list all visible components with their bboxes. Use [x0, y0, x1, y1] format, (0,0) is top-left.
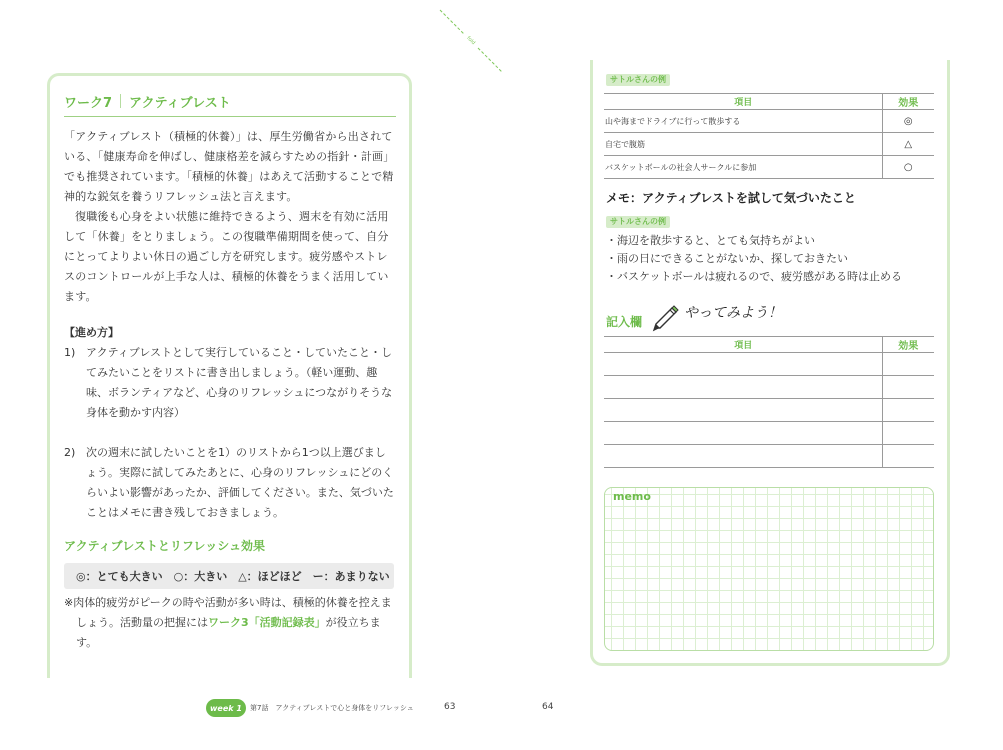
memo-title: メモ：アクティブレストを試して気づいたこと — [606, 191, 856, 205]
try-it-label: やってみよう！ — [684, 305, 782, 321]
work-name: アクティブレスト — [129, 95, 231, 111]
memo-line: ・雨の日にできることがないか、探しておきたい — [606, 252, 848, 265]
entry-cell-effect[interactable] — [882, 353, 934, 376]
step-2 — [64, 443, 394, 523]
entry-row[interactable] — [604, 399, 934, 422]
memo-line: ・海辺を散歩すると、とても気持ちがよい — [606, 234, 815, 247]
title-rule — [64, 116, 396, 117]
step-1 — [64, 343, 394, 423]
chapter-title: 第7話 アクティブレストで心と身体をリフレッシュ — [250, 704, 414, 712]
table-cell-item: 自宅で腹筋 — [604, 133, 882, 156]
note-text-pre: ※肉体的疲労がピークの時や活動が多い時は、積極的休養を控えましょう。活動量の把握には — [64, 596, 392, 629]
step-gap — [64, 423, 394, 443]
table-row — [604, 133, 934, 156]
entry-cell-effect[interactable] — [882, 422, 934, 445]
entry-row[interactable] — [604, 376, 934, 399]
entry-header-item: 項目 — [604, 337, 882, 353]
entry-cell-item[interactable] — [604, 399, 882, 422]
left-page-card — [47, 73, 412, 678]
table-row — [604, 156, 934, 179]
step-2-text: 次の週末に試したいことを1）のリストから1つ以上選びましょう。実際に試してみたあとに、心身のリフレッシュにどのくらいよい影響があったか、評価してください。また、気づいたことはメモに書き残しておきましょう。 — [86, 446, 394, 519]
table-cell-effect: ○ — [882, 156, 934, 179]
memo-line: ・バスケットボールは疲れるので、疲労感がある時は止める — [606, 270, 903, 283]
work-title — [64, 90, 394, 112]
entry-header-effect: 効果 — [882, 337, 934, 353]
table-cell-effect: ◎ — [882, 110, 934, 133]
table-header-item: 項目 — [604, 94, 882, 110]
memo-box-label: memo — [613, 490, 651, 503]
note-text-post: が役立ちます。 — [76, 616, 381, 649]
example-table — [604, 93, 934, 179]
note-highlight-link: ワーク3「活動記録表」 — [208, 616, 326, 629]
entry-cell-item[interactable] — [604, 445, 882, 468]
entry-row[interactable] — [604, 445, 934, 468]
entry-row[interactable] — [604, 353, 934, 376]
effect-legend: ◎：とても大きい ○：大きい △：ほどほど ー：あまりない — [64, 563, 394, 589]
left-page-content — [64, 90, 394, 653]
entry-label: 記入欄 — [606, 315, 643, 329]
memo-example-tag: サトルさんの例 — [606, 216, 670, 228]
step-2-number: 2) — [64, 446, 76, 459]
table-cell-effect: △ — [882, 133, 934, 156]
entry-row[interactable] — [604, 422, 934, 445]
table-header-effect: 効果 — [882, 94, 934, 110]
table-cell-item: 山や海までドライブに行って散歩する — [604, 110, 882, 133]
example-tag: サトルさんの例 — [606, 74, 670, 86]
page-number-left: 63 — [444, 702, 456, 712]
entry-cell-effect[interactable] — [882, 399, 934, 422]
method-heading: 【進め方】 — [64, 326, 119, 339]
table-cell-item: バスケットボールの社会人サークルに参加 — [604, 156, 882, 179]
fold-label: fold — [465, 35, 477, 47]
caution-note — [64, 593, 394, 653]
table-header-row — [604, 94, 934, 110]
title-separator — [120, 94, 121, 108]
entry-cell-effect[interactable] — [882, 445, 934, 468]
entry-table — [604, 336, 934, 468]
week-badge: week 1 — [206, 699, 246, 717]
effect-title: アクティブレストとリフレッシュ効果 — [64, 539, 266, 553]
entry-cell-item[interactable] — [604, 422, 882, 445]
step-1-number: 1) — [64, 346, 76, 359]
entry-cell-item[interactable] — [604, 353, 882, 376]
step-1-text: アクティブレストとして実行していること・していたこと・してみたいことをリストに書き出しましょう。（軽い運動、趣味、ボランティアなど、心身のリフレッシュにつながりそうな身体を動かす内容） — [86, 346, 393, 419]
work-number: ワーク7 — [64, 95, 113, 111]
intro-paragraph-2: 復職後も心身をよい状態に維持できるよう、週末を有効に活用して「休養」をとりましょう。この復職準備期間を使って、自分にとってよりよい休日の過ごし方を研究します。疲労感やストレスのコントロールが上手な人は、積極的休養をうまく活用しています。 — [64, 210, 389, 303]
table-row — [604, 110, 934, 133]
memo-example-lines — [606, 232, 902, 286]
memo-grid-box[interactable] — [604, 487, 934, 651]
page-number-right: 64 — [542, 702, 554, 712]
entry-header-row — [604, 337, 934, 353]
pencil-icon — [650, 302, 680, 332]
intro-paragraph: 「アクティブレスト（積極的休養）」は、厚生労働省から出されている、「健康寿命を伸ばし、健康格差を減らすための指針・計画」でも推奨されています。「積極的休養」はあえて活動することで精神的な鋭気を養うリフレッシュ法と言えます。 — [64, 130, 394, 203]
fold-mark — [438, 8, 508, 78]
entry-cell-item[interactable] — [604, 376, 882, 399]
entry-cell-effect[interactable] — [882, 376, 934, 399]
